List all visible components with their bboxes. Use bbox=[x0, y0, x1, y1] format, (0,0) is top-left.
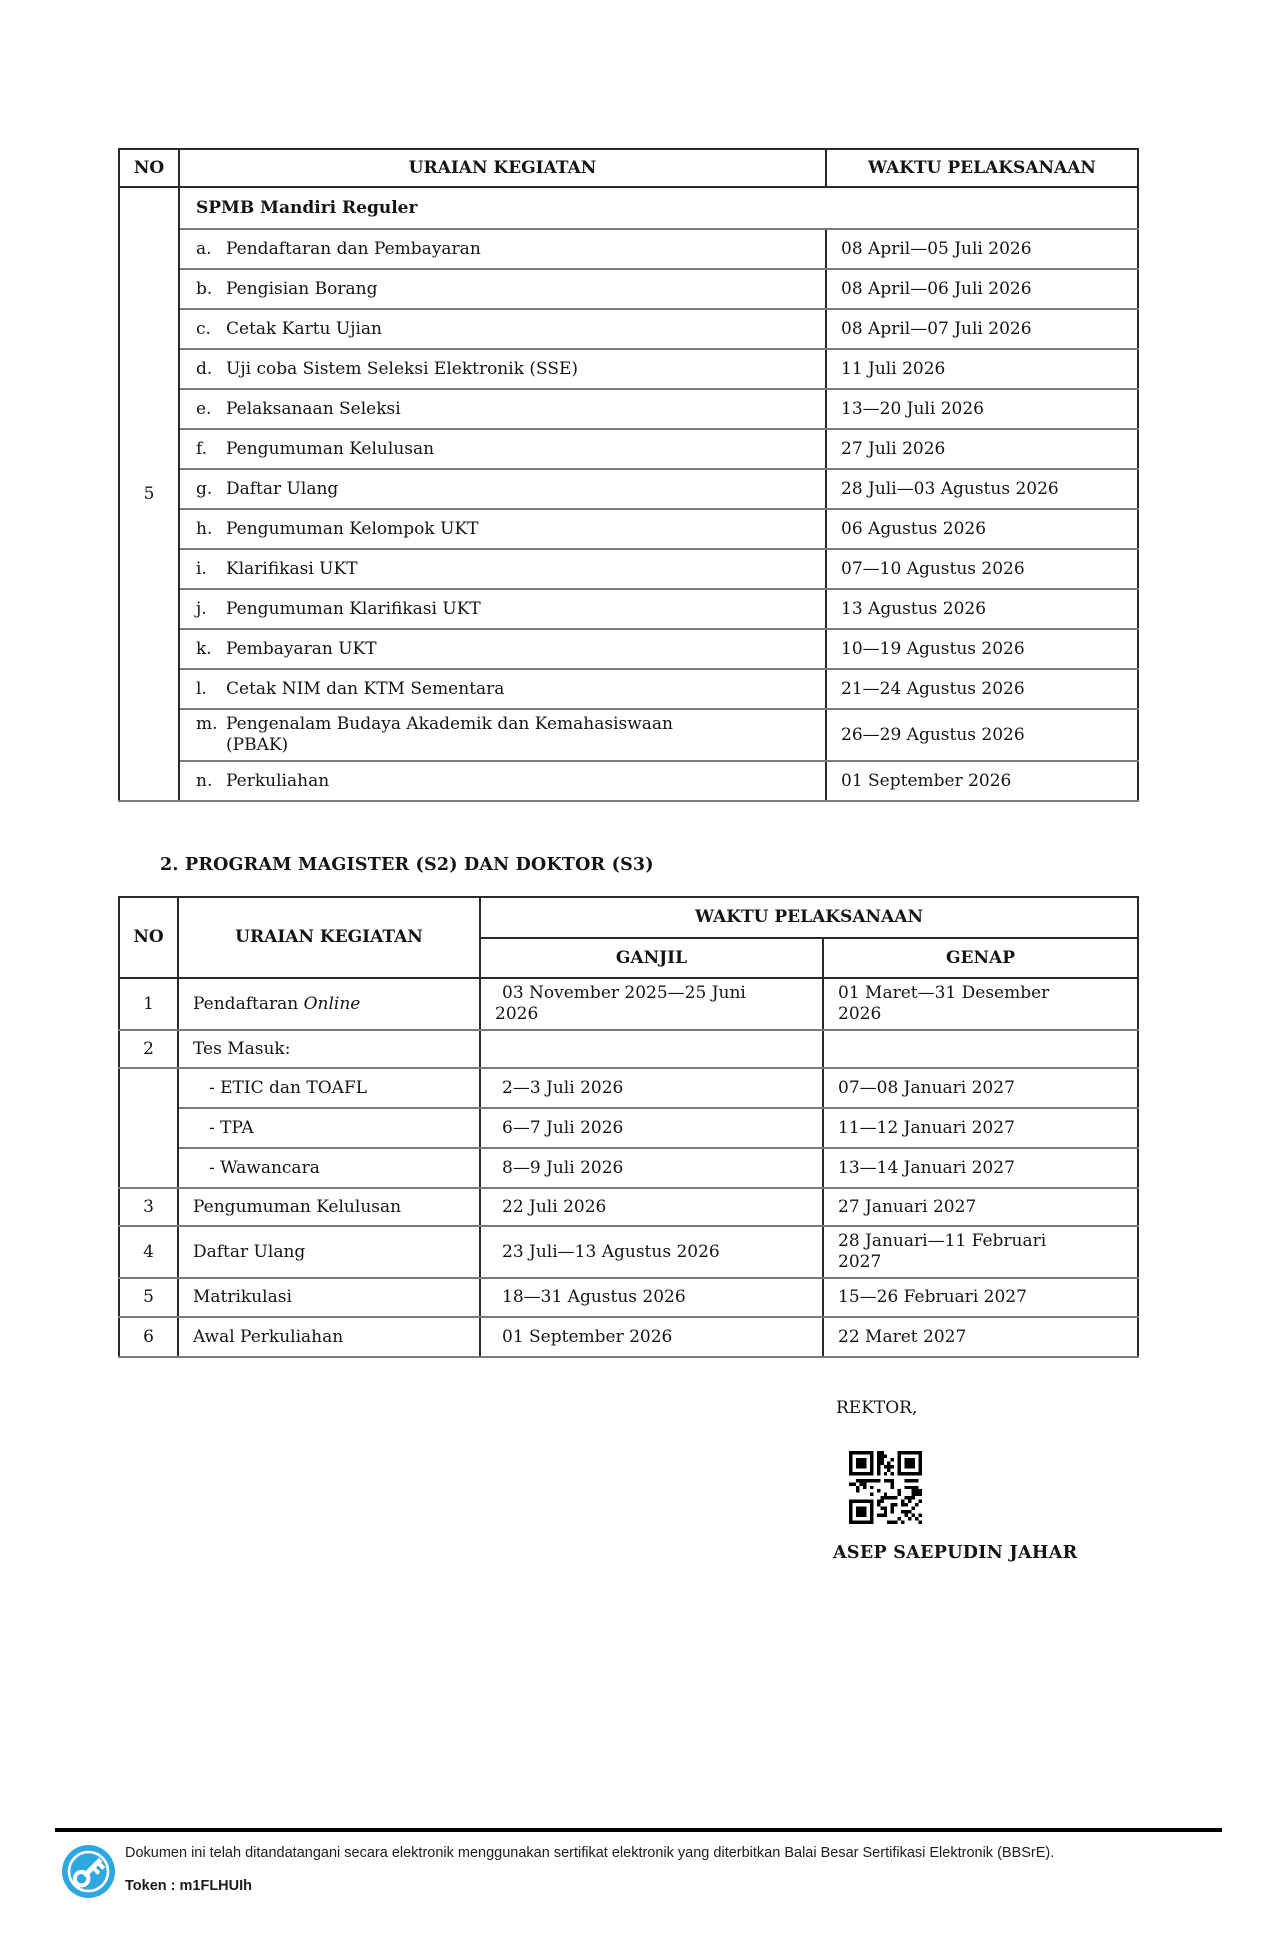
ganjil-schedule-cell bbox=[480, 1148, 823, 1188]
table-row bbox=[119, 1188, 1138, 1226]
table-row bbox=[119, 1278, 1138, 1317]
table-row bbox=[119, 309, 1138, 349]
schedule-text: 23 Juli—13 Agustus 2026 bbox=[502, 1241, 720, 1262]
activity-cell bbox=[179, 469, 826, 509]
schedule-text: 07—08 Januari 2027 bbox=[838, 1077, 1015, 1098]
table-row bbox=[119, 429, 1138, 469]
item-letter: j. bbox=[196, 598, 207, 619]
schedule-cell: 28 Juli—03 Agustus 2026 bbox=[826, 469, 1138, 509]
schedule-cell: 27 Juli 2026 bbox=[826, 429, 1138, 469]
table-magister-doktor bbox=[118, 896, 1139, 1358]
genap-schedule-cell bbox=[823, 1108, 1138, 1148]
schedule-text: 13—14 Januari 2027 bbox=[838, 1157, 1015, 1178]
item-text: Pengumuman Kelulusan bbox=[226, 438, 435, 459]
footer-divider bbox=[55, 1828, 1222, 1832]
schedule-text: 15—26 Februari 2027 bbox=[838, 1287, 1027, 1307]
activity-cell: Awal Perkuliahan bbox=[178, 1317, 480, 1357]
schedule-cell: 11 Juli 2026 bbox=[826, 349, 1138, 389]
schedule-text: 11—12 Januari 2027 bbox=[838, 1117, 1015, 1138]
column-header-ganjil: GANJIL bbox=[480, 938, 823, 978]
row-number-cell: 6 bbox=[119, 1317, 178, 1357]
column-header-uraian: URAIAN KEGIATAN bbox=[179, 149, 826, 187]
section-heading: 2. PROGRAM MAGISTER (S2) DAN DOKTOR (S3) bbox=[160, 855, 654, 875]
item-letter: e. bbox=[196, 398, 212, 419]
row-number-cell: 2 bbox=[119, 1030, 178, 1068]
activity-cell: - ETIC dan TOAFL bbox=[178, 1068, 480, 1108]
activity-cell bbox=[179, 349, 826, 389]
table-row bbox=[119, 389, 1138, 429]
footer-token-value: m1FLHUIh bbox=[179, 1878, 253, 1894]
schedule-text: 28 Januari—11 Februari 2027 bbox=[838, 1231, 1047, 1272]
activity-cell bbox=[179, 589, 826, 629]
item-letter: f. bbox=[196, 438, 208, 459]
item-letter: g. bbox=[196, 478, 213, 499]
group-label-cell: SPMB Mandiri Reguler bbox=[179, 187, 1138, 229]
schedule-text: 27 Januari 2027 bbox=[838, 1196, 977, 1217]
item-letter: d. bbox=[196, 358, 213, 379]
genap-schedule-cell bbox=[823, 1068, 1138, 1108]
schedule-text: 6—7 Juli 2026 bbox=[502, 1117, 624, 1138]
table-header-row bbox=[119, 149, 1138, 187]
item-text: Daftar Ulang bbox=[226, 478, 339, 499]
bsre-key-logo-icon bbox=[62, 1845, 115, 1898]
activity-cell bbox=[179, 309, 826, 349]
activity-cell: - Wawancara bbox=[178, 1148, 480, 1188]
ganjil-schedule-cell bbox=[480, 978, 823, 1030]
ganjil-schedule-cell bbox=[480, 1317, 823, 1357]
ganjil-schedule-cell bbox=[480, 1108, 823, 1148]
table-row bbox=[119, 1068, 1138, 1108]
schedule-text: 2—3 Juli 2026 bbox=[502, 1077, 624, 1098]
schedule-text: 22 Maret 2027 bbox=[838, 1326, 967, 1347]
table-row bbox=[119, 229, 1138, 269]
table-row bbox=[119, 761, 1138, 801]
schedule-cell: 06 Agustus 2026 bbox=[826, 509, 1138, 549]
item-text: Pembayaran UKT bbox=[226, 638, 377, 659]
table-row bbox=[119, 589, 1138, 629]
item-letter: k. bbox=[196, 638, 212, 659]
table-row bbox=[119, 669, 1138, 709]
ganjil-schedule-cell bbox=[480, 1068, 823, 1108]
table-row bbox=[119, 1030, 1138, 1068]
row-number-cell: 4 bbox=[119, 1226, 178, 1278]
schedule-text: 03 November 2025—25 Juni 2026 bbox=[495, 983, 746, 1024]
schedule-cell: 13—20 Juli 2026 bbox=[826, 389, 1138, 429]
column-header-waktu: WAKTU PELAKSANAAN bbox=[480, 897, 1138, 938]
genap-schedule-cell bbox=[823, 978, 1138, 1030]
column-header-uraian: URAIAN KEGIATAN bbox=[178, 897, 480, 978]
table-row bbox=[119, 269, 1138, 309]
item-letter: m. bbox=[196, 714, 218, 734]
item-text: Pelaksanaan Seleksi bbox=[226, 398, 401, 419]
item-text: Cetak Kartu Ujian bbox=[226, 318, 383, 339]
schedule-text: 8—9 Juli 2026 bbox=[502, 1157, 624, 1178]
item-text: Pendaftaran dan Pembayaran bbox=[226, 238, 481, 259]
schedule-text: 01 Maret—31 Desember 2026 bbox=[838, 983, 1050, 1024]
item-text: Perkuliahan bbox=[226, 770, 330, 791]
row-number-cell: 1 bbox=[119, 978, 178, 1030]
activity-cell: Pengumuman Kelulusan bbox=[178, 1188, 480, 1226]
footer-note: Dokumen ini telah ditandatangani secara elektronik menggunakan sertifikat elektronik yang diterbitkan Balai Besar Sertifikasi Elektronik (BBSrE). bbox=[125, 1845, 1055, 1861]
table-row bbox=[119, 1317, 1138, 1357]
column-header-no: NO bbox=[119, 897, 178, 978]
ganjil-schedule-cell bbox=[480, 1030, 823, 1068]
signature-name: ASEP SAEPUDIN JAHAR bbox=[833, 1543, 1078, 1563]
activity-cell: Pendaftaran Online bbox=[178, 978, 480, 1030]
activity-cell bbox=[179, 629, 826, 669]
item-letter: c. bbox=[196, 318, 211, 339]
item-letter: i. bbox=[196, 558, 207, 579]
schedule-cell: 07—10 Agustus 2026 bbox=[826, 549, 1138, 589]
genap-schedule-cell bbox=[823, 1188, 1138, 1226]
item-letter: h. bbox=[196, 518, 213, 539]
item-text: Pengenalam Budaya Akademik dan Kemahasiswaan (PBAK) bbox=[226, 714, 673, 755]
table-row bbox=[119, 349, 1138, 389]
activity-cell bbox=[179, 389, 826, 429]
table-row bbox=[119, 187, 1138, 229]
ganjil-schedule-cell bbox=[480, 1188, 823, 1226]
table-row bbox=[119, 1108, 1138, 1148]
table-row bbox=[119, 629, 1138, 669]
qr-code bbox=[849, 1451, 922, 1524]
schedule-cell: 26—29 Agustus 2026 bbox=[826, 709, 1138, 761]
activity-italic-text: Online bbox=[303, 993, 361, 1014]
activity-cell bbox=[179, 761, 826, 801]
table-row bbox=[119, 709, 1138, 761]
table-spmb-mandiri bbox=[118, 148, 1139, 802]
schedule-text: 01 September 2026 bbox=[502, 1326, 673, 1347]
activity-cell: Tes Masuk: bbox=[178, 1030, 480, 1068]
item-letter: b. bbox=[196, 278, 213, 299]
item-letter: a. bbox=[196, 238, 212, 259]
activity-cell bbox=[179, 429, 826, 469]
activity-cell bbox=[179, 549, 826, 589]
table-row bbox=[119, 509, 1138, 549]
signature-title: REKTOR, bbox=[836, 1398, 918, 1418]
activity-cell bbox=[179, 709, 826, 761]
schedule-cell: 21—24 Agustus 2026 bbox=[826, 669, 1138, 709]
genap-schedule-cell bbox=[823, 1030, 1138, 1068]
schedule-cell: 08 April—06 Juli 2026 bbox=[826, 269, 1138, 309]
row-number-cell: 5 bbox=[119, 1278, 178, 1317]
activity-cell: Matrikulasi bbox=[178, 1278, 480, 1317]
schedule-cell: 10—19 Agustus 2026 bbox=[826, 629, 1138, 669]
activity-cell bbox=[179, 509, 826, 549]
activity-cell bbox=[179, 669, 826, 709]
row-number-cell bbox=[119, 1068, 178, 1188]
genap-schedule-cell bbox=[823, 1226, 1138, 1278]
row-number-cell: 5 bbox=[119, 187, 179, 801]
schedule-cell: 01 September 2026 bbox=[826, 761, 1138, 801]
table-row bbox=[119, 469, 1138, 509]
column-header-genap: GENAP bbox=[823, 938, 1138, 978]
footer-token-label: Token : bbox=[125, 1878, 180, 1894]
item-text: Pengumuman Klarifikasi UKT bbox=[226, 598, 481, 619]
schedule-text: 22 Juli 2026 bbox=[502, 1196, 607, 1217]
footer-token bbox=[125, 1878, 252, 1894]
item-text: Pengumuman Kelompok UKT bbox=[226, 518, 479, 539]
activity-cell bbox=[179, 229, 826, 269]
column-header-waktu: WAKTU PELAKSANAAN bbox=[826, 149, 1138, 187]
genap-schedule-cell bbox=[823, 1148, 1138, 1188]
schedule-cell: 08 April—05 Juli 2026 bbox=[826, 229, 1138, 269]
row-number-cell: 3 bbox=[119, 1188, 178, 1226]
item-letter: n. bbox=[196, 770, 213, 791]
schedule-cell: 08 April—07 Juli 2026 bbox=[826, 309, 1138, 349]
schedule-cell: 13 Agustus 2026 bbox=[826, 589, 1138, 629]
item-text: Klarifikasi UKT bbox=[226, 558, 358, 579]
ganjil-schedule-cell bbox=[480, 1226, 823, 1278]
genap-schedule-cell bbox=[823, 1317, 1138, 1357]
item-text: Uji coba Sistem Seleksi Elektronik (SSE) bbox=[226, 358, 579, 379]
table-row bbox=[119, 978, 1138, 1030]
table-row bbox=[119, 1148, 1138, 1188]
schedule-text: 18—31 Agustus 2026 bbox=[502, 1287, 686, 1307]
item-text: Pengisian Borang bbox=[226, 278, 378, 299]
column-header-no: NO bbox=[119, 149, 179, 187]
genap-schedule-cell bbox=[823, 1278, 1138, 1317]
activity-cell bbox=[179, 269, 826, 309]
table-row bbox=[119, 549, 1138, 589]
activity-cell: - TPA bbox=[178, 1108, 480, 1148]
item-letter: l. bbox=[196, 678, 207, 699]
table-row bbox=[119, 1226, 1138, 1278]
activity-cell: Daftar Ulang bbox=[178, 1226, 480, 1278]
table-header-row bbox=[119, 897, 1138, 938]
ganjil-schedule-cell bbox=[480, 1278, 823, 1317]
item-text: Cetak NIM dan KTM Sementara bbox=[226, 678, 505, 699]
